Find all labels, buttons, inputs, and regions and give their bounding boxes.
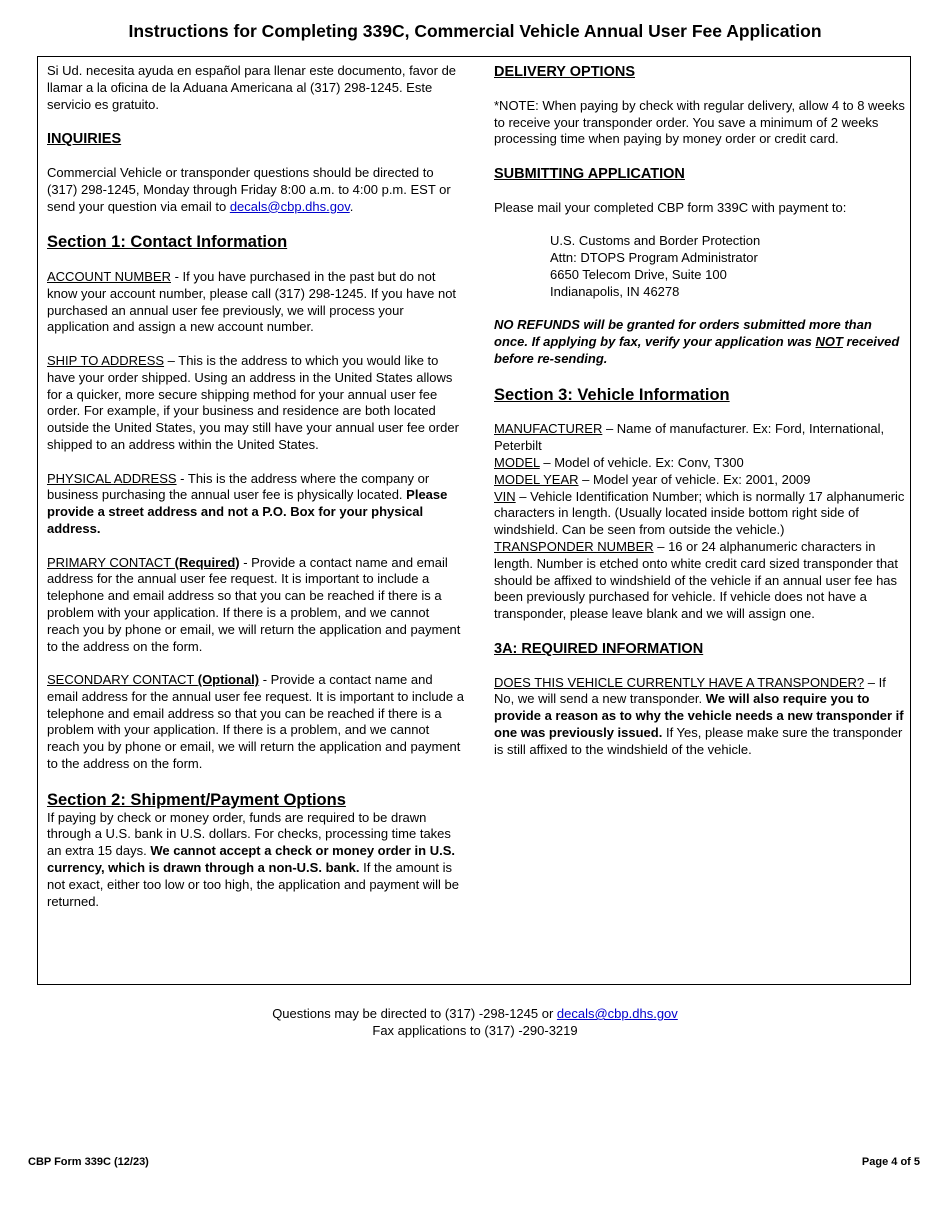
primary-contact-label: PRIMARY CONTACT — [47, 554, 175, 570]
model-year-label: MODEL YEAR — [494, 471, 579, 487]
inquiries-heading: INQUIRIES — [47, 131, 122, 148]
primary-contact-required: (Required) — [174, 554, 240, 570]
payment-paragraph — [47, 810, 465, 911]
transponder-text: – 16 or 24 alphanumeric characters in length. Number is etched onto white credit card sized transponder that should be affixed to windshield of the vehicle if an annual user fee has been previously purchased for vehicle. If vehicle does not have a transponder, please leave blank and we will assign one. — [494, 538, 898, 622]
refund-end: received before re-sending. — [494, 334, 900, 366]
right-column — [494, 63, 906, 758]
address-line: Indianapolis, IN 46278 — [550, 283, 680, 299]
physical-address-label: PHYSICAL ADDRESS — [47, 470, 177, 486]
delivery-heading: DELIVERY OPTIONS — [494, 64, 635, 80]
physical-address-paragraph — [47, 471, 465, 538]
page-title: Instructions for Completing 339C, Commercial Vehicle Annual User Fee Application — [128, 21, 822, 41]
vin-item — [494, 489, 906, 539]
inquiries-paragraph — [47, 165, 465, 215]
secondary-contact-optional: (Optional) — [197, 672, 260, 688]
primary-contact-text: - Provide a contact name and email address for the annual user fee request. It is important to include a telephone and email address so that you can be reached if there is a problem with your application. If there is a problem, and we cannot reach you by phone or email, we will return the application and payment to the address on the form. — [47, 554, 461, 654]
address-line: 6650 Telecom Drive, Suite 100 — [550, 266, 727, 282]
transponder-item — [494, 539, 906, 623]
inquiries-text: Commercial Vehicle or transponder questions should be directed to (317) 298-1245, Monday through Friday 8:00 a.m. to 4:00 p.m. EST or send your question via email to — [47, 164, 451, 214]
transponder-label: TRANSPONDER NUMBER — [494, 538, 654, 554]
footer-questions-text: Questions may be directed to (317) -298-1245 or — [272, 1006, 557, 1021]
refund-not: NOT — [815, 334, 843, 350]
physical-address-bold: Please provide a street address and not a P.O. Box for your physical address. — [47, 487, 448, 536]
model-item — [494, 455, 906, 472]
payment-end: If the amount is not exact, either too low or too high, the application and payment will be returned. — [47, 860, 459, 909]
model-text: – Model of vehicle. Ex: Conv, T300 — [539, 454, 744, 470]
required-info-heading: 3A: REQUIRED INFORMATION — [494, 640, 704, 657]
refund-text: NO REFUNDS will be granted for orders submitted more than once. If applying by fax, verify your application was — [494, 317, 872, 350]
transponder-question-bold: We will also require you to provide a reason as to why the vehicle needs a new transponder if one was previously issued. — [494, 691, 904, 740]
vin-text: – Vehicle Identification Number; which is normally 17 alphanumeric characters in length. (Usually located inside bottom right side of windshield. Can be seen from outside the vehicle.) — [494, 488, 905, 538]
footer-questions-line — [0, 1006, 950, 1023]
section3-heading: Section 3: Vehicle Information — [494, 385, 730, 404]
section1-heading: Section 1: Contact Information — [47, 233, 288, 252]
footer-email-link[interactable]: decals@cbp.dhs.gov — [556, 1006, 678, 1021]
delivery-note: *NOTE: When paying by check with regular delivery, allow 4 to 8 weeks to receive your transponder order. You save a minimum of 2 weeks processing time when paying by money order or credit card. — [494, 97, 905, 147]
ship-to-paragraph — [47, 353, 465, 454]
section2-heading: Section 2: Shipment/Payment Options — [47, 790, 346, 809]
secondary-contact-paragraph — [47, 672, 465, 773]
account-number-text: - If you have purchased in the past but do not know your account number, please call (317) 298-1245. If you have not purchased an annual user fee previously, we will process your application and assign a new account number. — [47, 268, 457, 335]
physical-address-text: - This is the address where the company or business purchasing the annual user fee is physically located. — [47, 470, 430, 503]
manufacturer-label: MANUFACTURER — [494, 421, 603, 437]
mailing-address — [494, 233, 906, 300]
inquiries-end: . — [349, 198, 354, 214]
instructions-box — [37, 56, 911, 985]
form-identifier: CBP Form 339C (12/23) — [28, 1156, 149, 1168]
secondary-contact-text: - Provide a contact name and email address for the annual user fee request. It is important to include a telephone and email address so that you can be reached if there is a problem with your application. If there is a problem, and we cannot reach you by phone or email, we will return the application and payment to the address on the form. — [47, 672, 464, 772]
submitting-text: Please mail your completed CBP form 339C with payment to: — [494, 199, 847, 215]
left-column — [47, 63, 465, 910]
submitting-heading: SUBMITTING APPLICATION — [494, 165, 685, 182]
primary-contact-paragraph — [47, 555, 465, 656]
address-line: U.S. Customs and Border Protection — [550, 233, 761, 249]
footer-contact — [0, 1006, 950, 1040]
account-number-paragraph — [47, 269, 465, 336]
page-number: Page 4 of 5 — [861, 1156, 920, 1168]
spanish-notice: Si Ud. necesita ayuda en español para llenar este documento, favor de llamar a la oficina de la Aduana Americana al (317) 298-1245. Este servicio es gratuito. — [47, 63, 457, 112]
transponder-question-end: If Yes, please make sure the transponder is still affixed to the windshield of the vehicle. — [494, 724, 903, 757]
ship-to-label: SHIP TO ADDRESS — [47, 352, 165, 368]
secondary-contact-label: SECONDARY CONTACT — [47, 672, 198, 688]
transponder-question-label: DOES THIS VEHICLE CURRENTLY HAVE A TRANSPONDER? — [494, 674, 865, 690]
vin-label: VIN — [494, 488, 516, 504]
manufacturer-text: – Name of manufacturer. Ex: Ford, International, Peterbilt — [494, 421, 885, 454]
transponder-question-text: – If No, we will send a new transponder. — [494, 674, 886, 707]
model-label: MODEL — [494, 454, 540, 470]
refund-notice — [494, 317, 906, 367]
ship-to-text: – This is the address to which you would like to have your order shipped. Using an address in the United States allows for a quicker, more secure shipping method for your annual user fee order. For example, if your business and residence are both located outside the United States, you may still have your annual user fee order shipped to an address within the United States. — [47, 352, 459, 452]
transponder-question-paragraph — [494, 675, 906, 759]
address-line: Attn: DTOPS Program Administrator — [550, 250, 758, 266]
footer-fax-line: Fax applications to (317) -290-3219 — [372, 1022, 578, 1038]
inquiries-email-link[interactable]: decals@cbp.dhs.gov — [229, 198, 350, 214]
payment-text: If paying by check or money order, funds are required to be drawn through a U.S. bank in U.S. dollars. For checks, processing time takes an extra 15 days. — [47, 809, 451, 859]
model-year-text: – Model year of vehicle. Ex: 2001, 2009 — [578, 471, 811, 487]
payment-bold: We cannot accept a check or money order in U.S. currency, which is drawn through a non-U.S. bank. — [47, 843, 455, 876]
manufacturer-item — [494, 421, 906, 455]
account-number-label: ACCOUNT NUMBER — [47, 268, 171, 284]
model-year-item — [494, 472, 906, 489]
